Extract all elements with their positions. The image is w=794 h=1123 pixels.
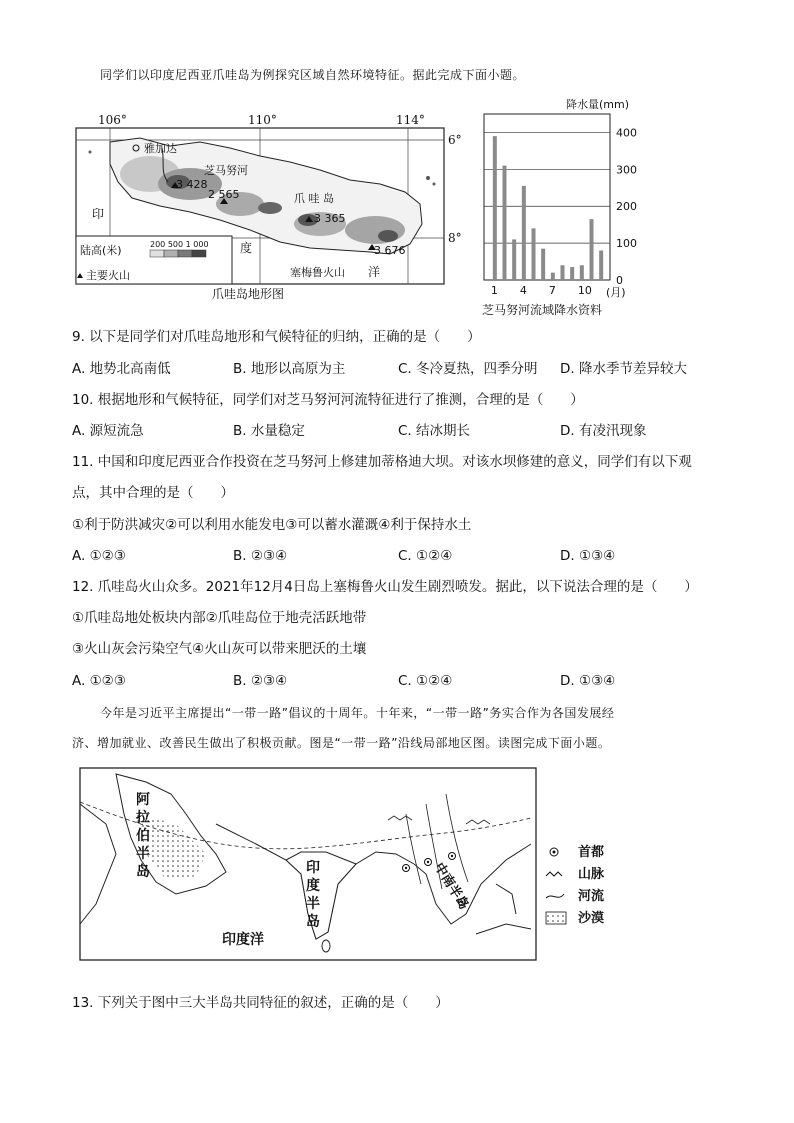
sea-label-left: 印 [92, 207, 105, 221]
india-label-3: 半 [306, 896, 320, 912]
q10-option-d[interactable]: D. 有凌汛现象 [560, 423, 647, 439]
q11-stem-line1: 11. 中国和印度尼西亚合作投资在芝马努河上修建加蒂格迪大坝。对该水坝修建的意义，同学们有以下观 [72, 454, 692, 470]
india-label-4: 岛 [306, 914, 320, 930]
precip-bar-4 [522, 186, 526, 280]
legend-title: 陆高(米) [80, 244, 122, 257]
intro-text-1: 同学们以印度尼西亚爪哇岛为例探究区域自然环境特征。据此完成下面小题。 [100, 68, 526, 82]
q11-option-b[interactable]: B. ②③④ [233, 548, 288, 564]
java-map-caption: 爪哇岛地形图 [212, 287, 285, 301]
q11-statements: ①利于防洪减灾②可以利用水能发电③可以蓄水灌溉④利于保持水土 [72, 517, 472, 533]
island-label: 爪 哇 岛 [294, 192, 334, 205]
q12-option-d[interactable]: D. ①③④ [560, 673, 616, 689]
peak-3428: 3 428 [176, 178, 208, 191]
arabia-label-3: 伯 [136, 828, 150, 844]
legend-river: 河流 [578, 889, 605, 904]
q9-option-d[interactable]: D. 降水季节差异较大 [560, 361, 687, 377]
legend-volcano: 主要火山 [86, 269, 130, 282]
india-label-2: 度 [306, 878, 320, 894]
lat-6: 6° [448, 133, 462, 147]
precip-bar-12 [599, 250, 603, 280]
x-tick-label: 10 [577, 284, 592, 297]
y-tick-label: 0 [616, 274, 623, 287]
q12-statements-2: ③火山灰会污染空气④火山灰可以带来肥沃的土壤 [72, 641, 367, 657]
belt-road-map [76, 764, 638, 964]
precip-bar-7 [551, 273, 555, 280]
q9-option-a[interactable]: A. 地势北高南低 [72, 361, 171, 377]
q12-option-a[interactable]: A. ①②③ [72, 673, 126, 689]
precip-bar-2 [503, 166, 507, 280]
intro-text-2-line2: 济、增加就业、改善民生做出了积极贡献。图是“一带一路”沿线局部地区图。读图完成下面小题。 [72, 736, 611, 750]
q11-option-c[interactable]: C. ①②④ [398, 548, 453, 564]
arabia-label-1: 阿 [136, 792, 150, 808]
precip-bar-3 [512, 239, 516, 280]
peak-3365: 3 365 [314, 212, 346, 225]
legend-desert: 沙漠 [578, 911, 605, 926]
precip-bar-10 [580, 265, 584, 280]
precip-bar-5 [532, 228, 536, 280]
x-tick-label: 7 [548, 284, 556, 297]
java-terrain-map [70, 112, 470, 307]
q9-stem: 9. 以下是同学们对爪哇岛地形和气候特征的归纳，正确的是（ ） [72, 329, 481, 345]
x-tick-label: 1 [490, 284, 498, 297]
sea-label-mid: 度 [240, 241, 253, 255]
q10-option-a[interactable]: A. 源短流急 [72, 423, 144, 439]
x-tick-label: 4 [519, 284, 527, 297]
q10-option-c[interactable]: C. 结冰期长 [398, 423, 471, 439]
precip-bar-11 [590, 219, 594, 280]
lon-110: 110° [248, 113, 277, 127]
q11-stem-line2: 点，其中合理的是（ ） [72, 485, 234, 501]
legend-mountain: 山脉 [578, 867, 605, 882]
q11-option-a[interactable]: A. ①②③ [72, 548, 126, 564]
precipitation-chart [470, 94, 650, 320]
q10-stem: 10. 根据地形和气候特征，同学们对芝马努河河流特征进行了推测，合理的是（ ） [72, 392, 584, 408]
arabia-label-5: 岛 [136, 864, 150, 880]
arabia-label-4: 半 [136, 846, 150, 862]
precip-bar-8 [561, 265, 565, 280]
precip-bar-9 [570, 267, 574, 280]
chart-title: 芝马努河流域降水资料 [482, 303, 603, 317]
chart-xlabel: (月) [606, 286, 626, 299]
intro-text-2-line1: 今年是习近平主席提出“一带一路”倡议的十周年。十年来，“一带一路”务实合作为各国发展经 [100, 706, 615, 720]
legend-scale: 200 500 1 000 [150, 240, 209, 249]
q12-option-c[interactable]: C. ①②④ [398, 673, 453, 689]
y-tick-label: 400 [616, 126, 637, 140]
jakarta-label: 雅加达 [144, 142, 177, 155]
volcano-label: 塞梅鲁火山 [290, 266, 345, 279]
q12-statements-1: ①爪哇岛地处板块内部②爪哇岛位于地壳活跃地带 [72, 610, 367, 626]
q10-option-b[interactable]: B. 水量稳定 [233, 423, 305, 439]
q13-stem: 13. 下列关于图中三大半岛共同特征的叙述，正确的是（ ） [72, 995, 449, 1011]
indian-ocean-label: 印度洋 [222, 932, 264, 948]
q12-stem: 12. 爪哇岛火山众多。2021年12月4日岛上塞梅鲁火山发生剧烈喷发。据此，以下说法合理的是（ ） [72, 579, 698, 595]
y-tick-label: 200 [616, 200, 637, 214]
chart-ylabel: 降水量(mm) [566, 98, 630, 111]
indochina-label: 中南半岛 [430, 860, 472, 913]
legend-capital: 首都 [578, 845, 605, 860]
sea-label-right: 洋 [368, 265, 381, 279]
lat-8: 8° [448, 231, 462, 245]
q12-option-b[interactable]: B. ②③④ [233, 673, 288, 689]
y-tick-label: 100 [616, 237, 637, 251]
precip-bar-1 [493, 136, 497, 280]
q9-option-b[interactable]: B. 地形以高原为主 [233, 361, 346, 377]
arabia-label-2: 拉 [136, 810, 150, 826]
precip-bar-6 [541, 249, 545, 280]
peak-2565: 2 565 [208, 188, 240, 201]
india-label-1: 印 [306, 860, 320, 876]
peak-3676: 3 676 [374, 244, 406, 257]
lon-114: 114° [396, 113, 425, 127]
river-label: 芝马努河 [204, 164, 248, 177]
lon-106: 106° [98, 113, 127, 127]
q11-option-d[interactable]: D. ①③④ [560, 548, 616, 564]
y-tick-label: 300 [616, 163, 637, 177]
q9-option-c[interactable]: C. 冬冷夏热，四季分明 [398, 361, 538, 377]
